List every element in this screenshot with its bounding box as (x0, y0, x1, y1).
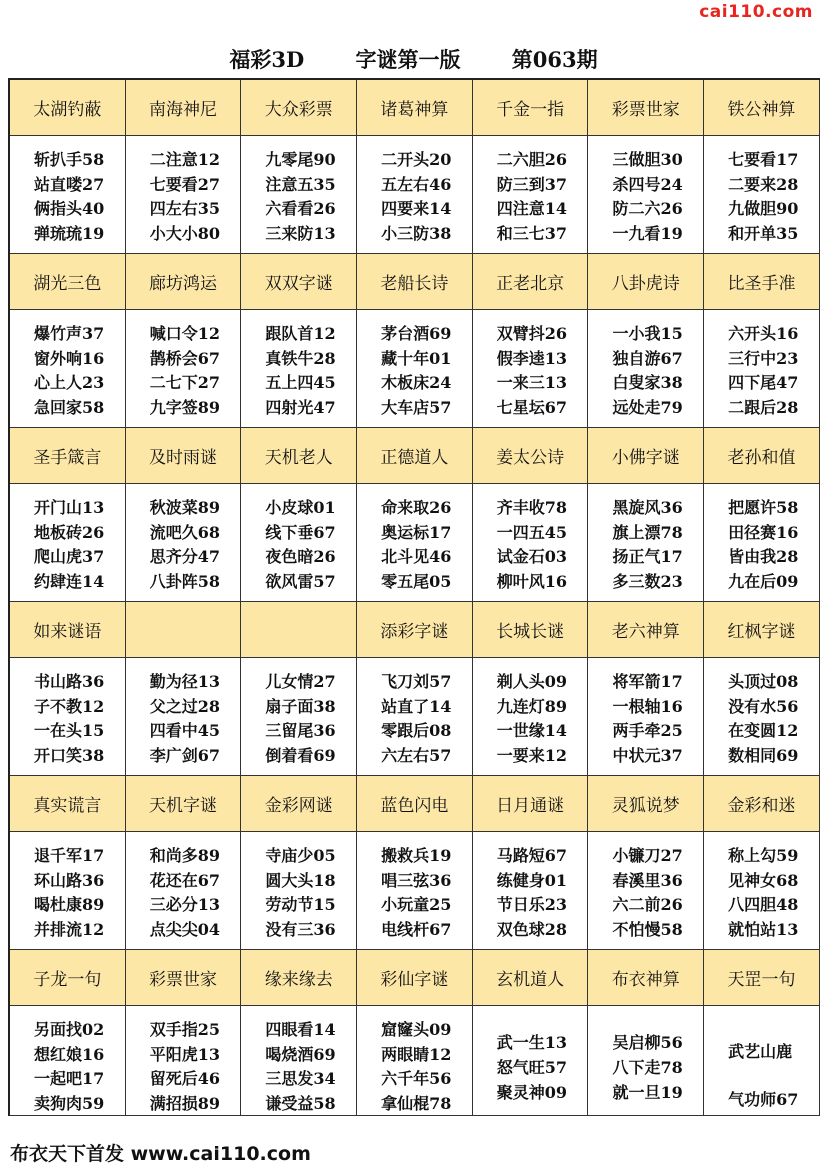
riddle-line: 退千军17 (34, 846, 105, 865)
riddle-line: 一四五45 (496, 522, 568, 542)
riddle-line: 二开头20 (381, 150, 452, 169)
riddle-line: 另面找02 (34, 1020, 105, 1039)
riddle-line: 小玩童25 (381, 895, 452, 915)
source-name: 正老北京 (473, 254, 589, 310)
source-name: 如来谜语 (10, 602, 126, 658)
riddle-line: 八四胆48 (728, 895, 799, 915)
riddle-line: 站直了14 (381, 696, 452, 716)
riddle-cell (588, 310, 704, 428)
riddle-line: 李广剑67 (149, 745, 220, 765)
riddle-line: 武艺山鹿 (728, 1042, 793, 1061)
riddle-block (10, 602, 820, 776)
riddle-line: 没有水56 (728, 696, 799, 716)
riddle-line: 田径赛16 (728, 522, 799, 542)
riddle-line: 七星坛67 (496, 397, 568, 417)
source-name: 大众彩票 (241, 80, 357, 136)
riddle-line: 北斗见46 (381, 547, 452, 567)
source-name (241, 602, 357, 658)
riddle-line: 小大小80 (149, 223, 220, 243)
riddle-line: 试金石03 (496, 547, 568, 567)
riddle-line: 就怕站13 (728, 919, 799, 939)
riddle-line: 假李逵13 (496, 348, 568, 368)
source-name: 金彩和迷 (704, 776, 820, 832)
riddle-line: 双臂抖26 (496, 324, 568, 343)
riddle-line: 子不教12 (34, 696, 105, 716)
riddle-line: 中状元37 (612, 745, 683, 765)
name-row (10, 776, 820, 832)
riddle-line: 聚灵神09 (496, 1083, 568, 1102)
riddle-cell (126, 136, 242, 254)
riddle-line: 一在头15 (34, 721, 105, 741)
source-name: 廊坊鸿运 (126, 254, 242, 310)
source-name: 布衣神算 (588, 950, 704, 1006)
riddle-line: 把愿许58 (728, 498, 799, 517)
riddle-line: 一世缘14 (496, 721, 568, 741)
riddle-line: 五左右46 (381, 174, 452, 194)
riddle-line: 夜色暗26 (265, 547, 336, 567)
riddle-line: 喊口令12 (149, 324, 220, 343)
riddle-line: 三做胆30 (612, 150, 683, 169)
riddle-line: 三必分13 (149, 895, 220, 915)
source-name: 玄机道人 (473, 950, 589, 1006)
source-name: 金彩网谜 (241, 776, 357, 832)
riddle-cell (473, 484, 589, 602)
riddle-line: 欲风雷57 (265, 571, 336, 591)
source-name: 天罡一句 (704, 950, 820, 1006)
riddle-line: 见神女68 (728, 870, 799, 890)
riddle-line: 真铁牛28 (265, 348, 336, 368)
riddle-line: 春溪里36 (612, 870, 683, 890)
riddle-line: 小三防38 (381, 223, 452, 243)
riddle-line: 开口笑38 (34, 745, 105, 765)
riddle-block (10, 950, 820, 1116)
riddle-line: 满招损89 (149, 1093, 220, 1113)
source-name: 真实谎言 (10, 776, 126, 832)
name-row (10, 254, 820, 310)
riddle-line: 没有三36 (265, 919, 336, 939)
riddle-cell (473, 658, 589, 776)
riddle-row (10, 136, 820, 254)
riddle-line: 斩扒手58 (34, 150, 105, 169)
riddle-cell (126, 310, 242, 428)
source-name: 太湖钓蔽 (10, 80, 126, 136)
riddle-cell (357, 310, 473, 428)
riddle-line: 三思发34 (265, 1069, 336, 1089)
riddle-line: 平阳虎13 (149, 1044, 220, 1064)
riddle-line: 远处走79 (612, 397, 683, 417)
source-name: 比圣手准 (704, 254, 820, 310)
riddle-line: 在变圆12 (728, 721, 799, 741)
riddle-cell (588, 832, 704, 950)
riddle-line: 双色球28 (496, 919, 568, 939)
riddle-cell (704, 136, 820, 254)
source-name: 日月通谜 (473, 776, 589, 832)
name-row (10, 80, 820, 136)
riddle-cell (473, 1006, 589, 1116)
riddle-cell (241, 658, 357, 776)
riddle-line: 喝杜康89 (34, 895, 105, 915)
riddle-table (8, 78, 820, 1116)
riddle-line: 想红娘16 (34, 1044, 105, 1064)
riddle-line: 并排流12 (34, 919, 105, 939)
riddle-line: 将军箭17 (612, 672, 683, 691)
source-name: 缘来缘去 (241, 950, 357, 1006)
riddle-line: 六千年56 (381, 1069, 452, 1089)
riddle-line: 四要来14 (381, 199, 452, 219)
name-row (10, 950, 820, 1006)
riddle-line: 四注意14 (496, 199, 568, 219)
riddle-line: 谦受益58 (265, 1093, 336, 1113)
riddle-cell (241, 832, 357, 950)
riddle-cell (473, 832, 589, 950)
riddle-cell (704, 1006, 820, 1116)
riddle-line: 二要来28 (728, 174, 799, 194)
riddle-line: 双手指25 (149, 1020, 220, 1039)
riddle-line: 二七下27 (149, 373, 220, 393)
riddle-line: 木板床24 (381, 373, 452, 393)
riddle-row (10, 658, 820, 776)
riddle-block (10, 254, 820, 428)
source-name: 彩票世家 (126, 950, 242, 1006)
riddle-line: 杀四号24 (612, 174, 683, 194)
riddle-cell (588, 484, 704, 602)
riddle-line: 茅台酒69 (381, 324, 452, 343)
riddle-line: 父之过28 (149, 696, 220, 716)
source-name: 小佛字谜 (588, 428, 704, 484)
riddle-cell (126, 484, 242, 602)
riddle-cell (588, 658, 704, 776)
riddle-cell (357, 832, 473, 950)
riddle-line: 九零尾90 (265, 150, 336, 169)
source-name: 老船长诗 (357, 254, 473, 310)
riddle-cell (126, 832, 242, 950)
riddle-line: 搬救兵19 (381, 846, 452, 865)
riddle-cell (357, 1006, 473, 1116)
site-logo: cai110.com (699, 2, 813, 22)
riddle-cell (10, 832, 126, 950)
riddle-line: 一来三13 (496, 373, 568, 393)
source-name: 灵狐说梦 (588, 776, 704, 832)
riddle-line: 倒着看69 (265, 745, 336, 765)
riddle-line: 飞刀刘57 (381, 672, 452, 691)
riddle-line: 寺庙少05 (265, 846, 336, 865)
riddle-line: 武一生13 (496, 1033, 568, 1052)
riddle-line: 零五尾05 (381, 571, 452, 591)
riddle-line: 七要看27 (149, 174, 220, 194)
riddle-cell (704, 484, 820, 602)
riddle-row (10, 484, 820, 602)
riddle-line: 约肆连14 (34, 571, 105, 591)
riddle-line: 小镰刀27 (612, 846, 683, 865)
riddle-line: 六二前26 (612, 895, 683, 915)
source-name: 老六神算 (588, 602, 704, 658)
riddle-line: 二跟后28 (728, 397, 799, 417)
riddle-line: 环山路36 (34, 870, 105, 890)
riddle-line: 窗外响16 (34, 348, 105, 368)
riddle-line: 儿女情27 (265, 672, 336, 691)
riddle-row (10, 1006, 820, 1116)
riddle-line: 喝烧酒69 (265, 1044, 336, 1064)
source-name: 双双字谜 (241, 254, 357, 310)
riddle-cell (241, 136, 357, 254)
riddle-cell (704, 832, 820, 950)
riddle-line: 点尖尖04 (149, 919, 220, 939)
riddle-line: 命来取26 (381, 498, 452, 517)
riddle-row (10, 310, 820, 428)
riddle-line: 头顶过08 (728, 672, 799, 691)
source-name: 圣手箴言 (10, 428, 126, 484)
riddle-line: 卖狗肉59 (34, 1093, 105, 1113)
riddle-line: 大车店57 (381, 397, 452, 417)
riddle-line: 爬山虎37 (34, 547, 105, 567)
riddle-line: 跟队首12 (265, 324, 336, 343)
riddle-line: 急回家58 (34, 397, 105, 417)
riddle-line: 四眼看14 (265, 1020, 336, 1039)
riddle-line: 流吧久68 (149, 522, 220, 542)
riddle-line: 不怕慢58 (612, 919, 683, 939)
riddle-line: 防三到37 (496, 174, 568, 194)
riddle-line: 六左右57 (381, 745, 452, 765)
issue-number: 第063期 (511, 47, 598, 72)
riddle-line: 五上四45 (265, 373, 336, 393)
source-name: 天机老人 (241, 428, 357, 484)
riddle-cell (588, 136, 704, 254)
riddle-line: 数相同69 (728, 745, 799, 765)
riddle-line: 秋波菜89 (149, 498, 220, 517)
riddle-block (10, 80, 820, 254)
riddle-cell (704, 310, 820, 428)
riddle-line: 三留尾36 (265, 721, 336, 741)
riddle-line: 零跟后08 (381, 721, 452, 741)
riddle-line: 九在后09 (728, 571, 799, 591)
source-name: 姜太公诗 (473, 428, 589, 484)
riddle-line: 练健身01 (496, 870, 568, 890)
riddle-cell (10, 310, 126, 428)
riddle-line: 花还在67 (149, 870, 220, 890)
riddle-line: 四左右35 (149, 199, 220, 219)
riddle-cell (473, 136, 589, 254)
riddle-line: 一九看19 (612, 223, 683, 243)
riddle-cell (241, 310, 357, 428)
riddle-line: 站直喽27 (34, 174, 105, 194)
riddle-cell (241, 1006, 357, 1116)
source-name: 铁公神算 (704, 80, 820, 136)
riddle-cell (10, 1006, 126, 1116)
source-name: 千金一指 (473, 80, 589, 136)
riddle-line: 留死后46 (149, 1069, 220, 1089)
riddle-line: 二注意12 (149, 150, 220, 169)
riddle-line: 马路短67 (496, 846, 568, 865)
riddle-line: 和尚多89 (149, 846, 220, 865)
riddle-cell (126, 658, 242, 776)
source-name: 及时雨谜 (126, 428, 242, 484)
riddle-line: 节日乐23 (496, 895, 568, 915)
riddle-cell (10, 658, 126, 776)
riddle-line: 鹊桥会67 (149, 348, 220, 368)
riddle-line: 圆大头18 (265, 870, 336, 890)
source-name: 子龙一句 (10, 950, 126, 1006)
riddle-row (10, 832, 820, 950)
riddle-line: 心上人23 (34, 373, 105, 393)
riddle-line: 六看看26 (265, 199, 336, 219)
riddle-line: 皆由我28 (728, 547, 799, 567)
source-name: 彩票世家 (588, 80, 704, 136)
riddle-cell (588, 1006, 704, 1116)
riddle-line: 怒气旺57 (496, 1058, 568, 1077)
source-name: 八卦虎诗 (588, 254, 704, 310)
riddle-cell (10, 484, 126, 602)
source-name: 蓝色闪电 (357, 776, 473, 832)
riddle-block (10, 776, 820, 950)
riddle-line: 两眼睛12 (381, 1044, 452, 1064)
riddle-line: 就一旦19 (612, 1083, 683, 1102)
source-name: 正德道人 (357, 428, 473, 484)
source-name: 老孙和值 (704, 428, 820, 484)
riddle-line: 六开头16 (728, 324, 799, 343)
riddle-cell (704, 658, 820, 776)
riddle-line: 剃人头09 (496, 672, 568, 691)
source-name: 彩仙字谜 (357, 950, 473, 1006)
riddle-cell (126, 1006, 242, 1116)
riddle-line: 唱三弦36 (381, 870, 452, 890)
riddle-line: 多三数23 (612, 571, 683, 591)
riddle-line: 称上勾59 (728, 846, 799, 865)
riddle-line: 电线杆67 (381, 919, 452, 939)
riddle-line: 和开单35 (728, 223, 799, 243)
riddle-line: 八卦阵58 (149, 571, 220, 591)
riddle-line: 白叟家38 (612, 373, 683, 393)
name-row (10, 428, 820, 484)
riddle-line: 三来防13 (265, 223, 336, 243)
source-name: 添彩字谜 (357, 602, 473, 658)
riddle-line: 注意五35 (265, 174, 336, 194)
riddle-line: 吴启柳56 (612, 1033, 683, 1052)
riddle-line: 四下尾47 (728, 373, 799, 393)
riddle-line: 四射光47 (265, 397, 336, 417)
riddle-line: 四看中45 (149, 721, 220, 741)
riddle-line: 三行中23 (728, 348, 799, 368)
riddle-line: 书山路36 (34, 672, 105, 691)
riddle-cell (10, 136, 126, 254)
riddle-line: 防二六26 (612, 199, 683, 219)
riddle-line: 柳叶风16 (496, 571, 568, 591)
riddle-line: 旗上漂78 (612, 522, 683, 542)
riddle-line: 一小我15 (612, 324, 683, 343)
riddle-line: 一要来12 (496, 745, 568, 765)
riddle-line: 九字签89 (149, 397, 220, 417)
footer-banner: 布衣天下首发 www.cai110.com (0, 1140, 827, 1169)
riddle-line: 扬正气17 (612, 547, 683, 567)
riddle-block (10, 428, 820, 602)
riddle-line: 地板砖26 (34, 522, 105, 542)
riddle-line: 藏十年01 (381, 348, 452, 368)
riddle-line: 七要看17 (728, 150, 799, 169)
source-name (126, 602, 242, 658)
riddle-line: 爆竹声37 (34, 324, 105, 343)
riddle-line: 勤为径13 (149, 672, 220, 691)
riddle-line: 八下走78 (612, 1058, 683, 1077)
riddle-cell (357, 136, 473, 254)
riddle-cell (473, 310, 589, 428)
riddle-line: 线下垂67 (265, 522, 336, 542)
riddle-line: 二六胆26 (496, 150, 568, 169)
source-name: 湖光三色 (10, 254, 126, 310)
name-row (10, 602, 820, 658)
riddle-line: 九连灯89 (496, 696, 568, 716)
riddle-cell (241, 484, 357, 602)
riddle-line: 小皮球01 (265, 498, 336, 517)
riddle-cell (357, 658, 473, 776)
riddle-line: 齐丰收78 (496, 498, 568, 517)
riddle-line: 九做胆90 (728, 199, 799, 219)
riddle-line: 劳动节15 (265, 895, 336, 915)
riddle-line: 开门山13 (34, 498, 105, 517)
riddle-line: 奥运标17 (381, 522, 452, 542)
riddle-line: 和三七37 (496, 223, 568, 243)
page-title (0, 44, 827, 76)
riddle-line: 独自游67 (612, 348, 683, 368)
riddle-line: 窟窿头09 (381, 1020, 452, 1039)
riddle-line: 扇子面38 (265, 696, 336, 716)
riddle-line: 气功师67 (728, 1090, 799, 1109)
riddle-line: 黑旋风36 (612, 498, 683, 517)
riddle-line: 拿仙棍78 (381, 1093, 452, 1113)
riddle-line: 两手牵25 (612, 721, 683, 741)
source-name: 红枫字谜 (704, 602, 820, 658)
source-name: 诸葛神算 (357, 80, 473, 136)
edition-name: 字谜第一版 (355, 47, 461, 72)
source-name: 天机字谜 (126, 776, 242, 832)
lottery-name: 福彩3D (229, 47, 305, 72)
riddle-cell (357, 484, 473, 602)
riddle-line: 一起吧17 (34, 1069, 105, 1089)
riddle-line: 思齐分47 (149, 547, 220, 567)
riddle-line: 俩指头40 (34, 199, 105, 219)
riddle-line: 一根轴16 (612, 696, 683, 716)
source-name: 长城长谜 (473, 602, 589, 658)
riddle-line: 弹琉琉19 (34, 223, 105, 243)
source-name: 南海神尼 (126, 80, 242, 136)
